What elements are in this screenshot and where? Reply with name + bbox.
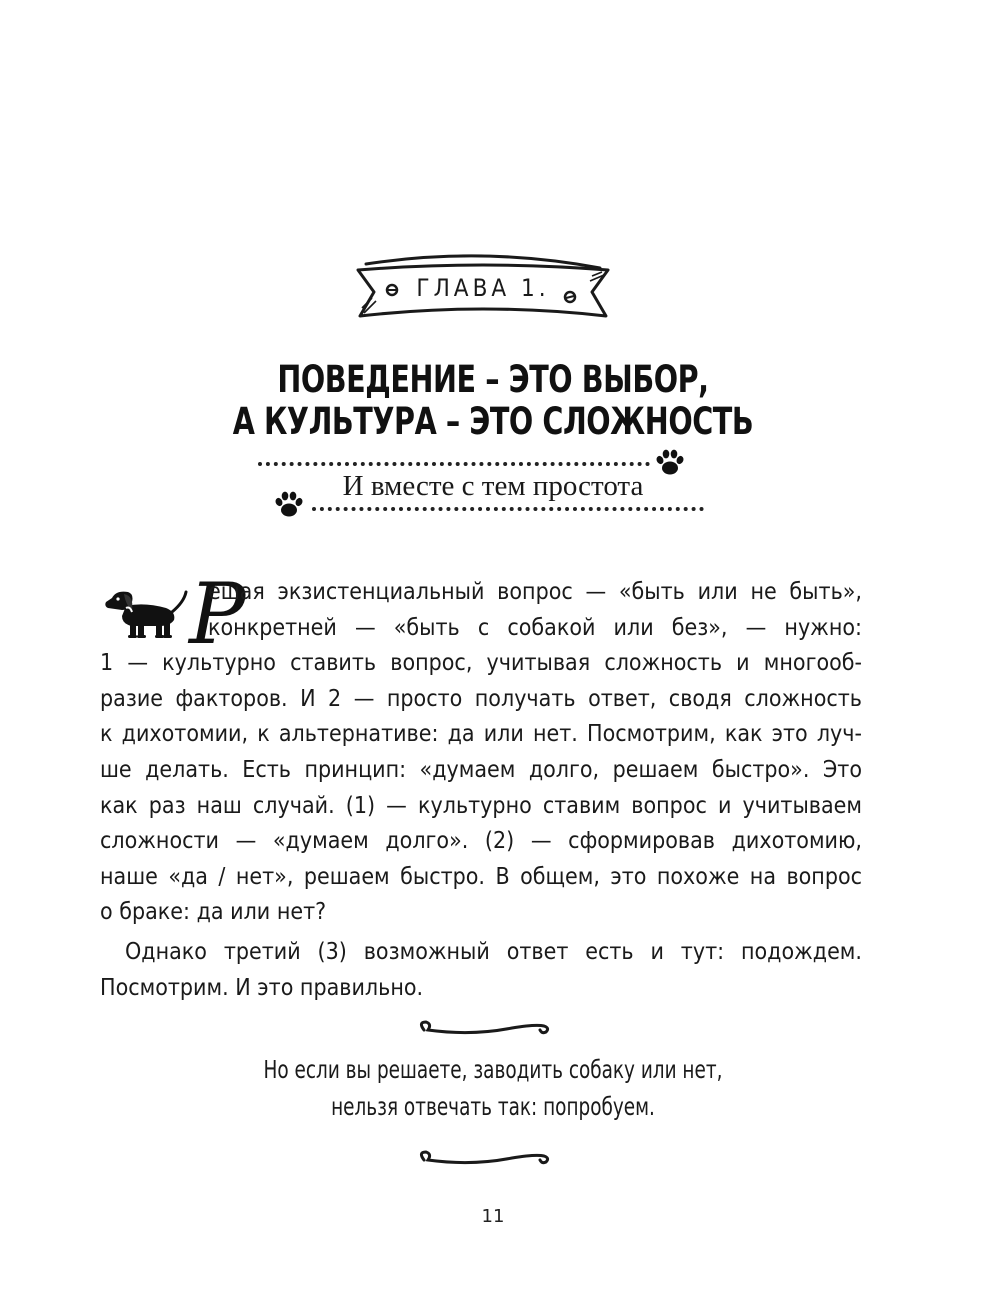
swash-divider-icon (412, 1146, 552, 1170)
swash-divider-icon (412, 1016, 552, 1040)
paragraph-2 (100, 935, 862, 1006)
paragraph-line: разие факторов. И 2 — просто получать ответ, сводя сложность (100, 685, 862, 712)
paragraph-line: Однако третий (3) возможный ответ есть и тут: подождем. (125, 938, 862, 965)
paragraph-line: ешая экзистенциальный вопрос — «быть или не быть», (208, 579, 862, 605)
page-number: 11 (481, 1206, 505, 1227)
paragraph-line: наше «да / нет», решаем быстро. В общем, это похоже на вопрос (100, 863, 862, 890)
paragraph-line: Посмотрим. И это правильно. (100, 974, 424, 1001)
paragraph-line: к дихотомии, к альтернативе: да или нет. Посмотрим, как это луч- (100, 721, 862, 748)
paw-print-icon (653, 447, 687, 477)
paragraph-line: о браке: да или нет? (100, 899, 327, 926)
pull-quote-line-1: Но если вы решаете, заводить собаку или нет, (263, 1055, 723, 1084)
paw-print-icon (272, 489, 306, 519)
drop-cap: Р (189, 565, 246, 663)
paragraph-line: 1 — культурно ставить вопрос, учитывая сложность и многооб- (100, 650, 862, 677)
paragraph-line: ше делать. Есть принцип: «думаем долго, решаем быстро». Это (100, 756, 862, 783)
chapter-title-line-2: А КУЛЬТУРА – ЭТО СЛОЖНОСТЬ (232, 400, 754, 443)
chapter-subtitle: И вместе с тем простота (342, 470, 644, 502)
chapter-label: ГЛАВА 1. (416, 274, 550, 302)
body-text (100, 575, 862, 1006)
dotted-rule-bottom (312, 507, 704, 511)
chapter-title-line-1: ПОВЕДЕНИЕ – ЭТО ВЫБОР, (277, 358, 709, 401)
paragraph-line: конкретней — «быть с собакой или без», — нужно: (208, 614, 862, 641)
pull-quote-line-2: нельзя отвечать так: попробуем. (331, 1092, 655, 1121)
paragraph-1 (100, 575, 862, 931)
paragraph-line: сложности — «думаем долго». (2) — сформировав дихотомию, (100, 828, 862, 855)
paragraph-line: как раз наш случай. (1) — культурно ставим вопрос и учитываем (100, 792, 862, 819)
dotted-rule-top (258, 462, 650, 466)
